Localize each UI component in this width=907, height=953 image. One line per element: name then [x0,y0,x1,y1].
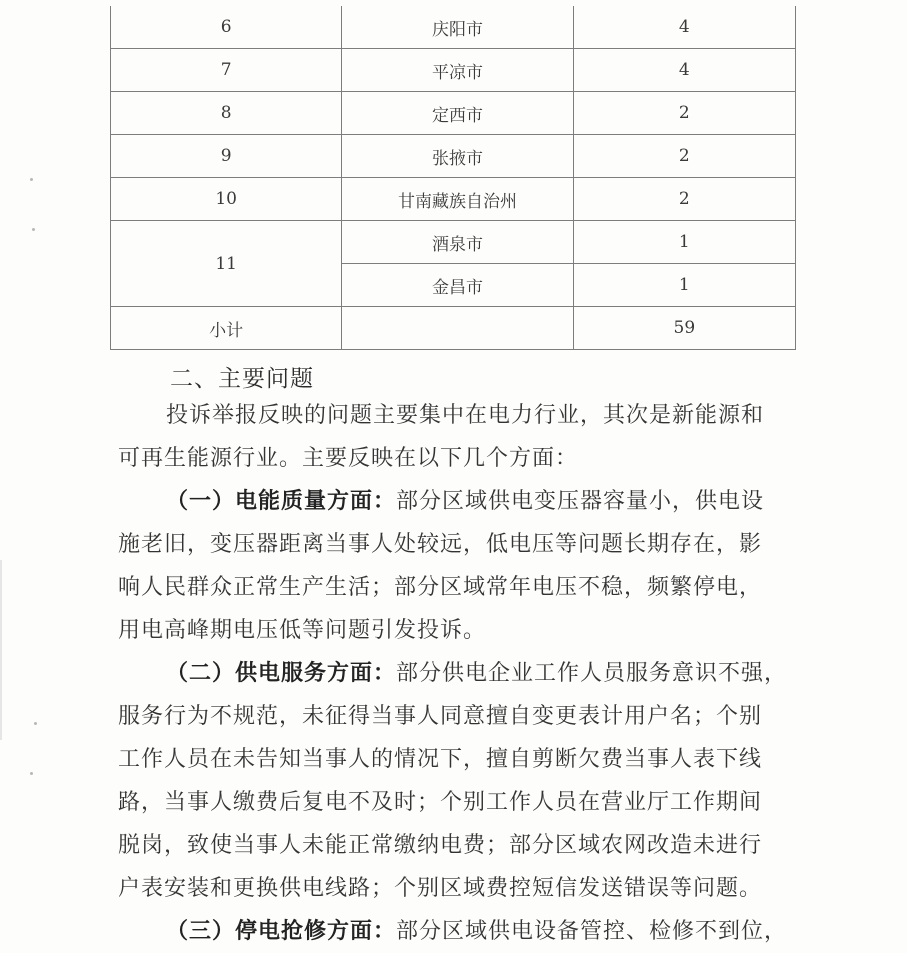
scan-speck [30,772,33,775]
subtotal-count: 59 [573,307,795,350]
row-city: 平凉市 [342,49,573,92]
text-line: 工作人员在未告知当事人的情况下，擅自剪断欠费当事人表下线 [118,747,763,772]
row-count: 1 [573,264,795,307]
subtotal-row [111,307,796,350]
text-line: 路，当事人缴费后复电不及时；个别工作人员在营业厅工作期间 [118,790,763,815]
section-heading: 二、主要问题 [170,366,314,392]
table-row [111,221,796,264]
text-line [118,480,808,523]
row-number: 11 [111,221,342,307]
item-voltage-quality [118,480,808,652]
text-line: 用电高峰期电压低等问题引发投诉。 [118,618,487,643]
text-line: 响人民群众正常生产生活；部分区域常年电压不稳，频繁停电， [118,575,763,600]
row-city: 张掖市 [342,135,573,178]
row-city: 定西市 [342,92,573,135]
item-power-service [118,652,808,910]
scan-speck [34,722,37,725]
row-city: 庆阳市 [342,6,573,49]
row-number: 8 [111,92,342,135]
row-count: 2 [573,135,795,178]
item-outage-repair [118,910,808,953]
item-title: （二）供电服务方面： [166,660,397,686]
table-row [111,92,796,135]
text-line [118,910,808,953]
scan-edge-shadow [0,560,2,740]
table-row [111,135,796,178]
row-city: 金昌市 [342,264,573,307]
text-line: 服务行为不规范，未征得当事人同意擅自变更表计用户名；个别 [118,704,763,729]
row-number: 9 [111,135,342,178]
subtotal-label: 小计 [111,307,342,350]
text-line: 可再生能源行业。主要反映在以下几个方面： [118,446,579,471]
intro-paragraph [118,394,808,480]
table-row [111,6,796,49]
item-text: 部分区域供电设备管控、检修不到位， [396,919,788,944]
row-city: 甘南藏族自治州 [342,178,573,221]
scan-speck [30,178,33,181]
table-row [111,49,796,92]
subtotal-empty [342,307,573,350]
row-number: 7 [111,49,342,92]
table-row [111,178,796,221]
item-text: 部分区域供电变压器容量小，供电设 [396,489,765,514]
row-count: 1 [573,221,795,264]
text-line: 脱岗，致使当事人未能正常缴纳电费；部分区域农网改造未进行 [118,833,763,858]
text-line: 投诉举报反映的问题主要集中在电力行业，其次是新能源和 [166,403,765,428]
row-number: 10 [111,178,342,221]
row-count: 2 [573,92,795,135]
row-count: 4 [573,6,795,49]
text-line [118,652,808,695]
text-line: 户表安装和更换供电线路；个别区域费控短信发送错误等问题。 [118,876,763,901]
row-city: 酒泉市 [342,221,573,264]
item-title: （一）电能质量方面： [166,488,397,514]
scan-speck [32,228,35,231]
complaint-stats-table [110,6,796,350]
text-line: 施老旧，变压器距离当事人处较远，低电压等问题长期存在，影 [118,532,763,557]
row-count: 4 [573,49,795,92]
item-title: （三）停电抢修方面： [166,918,397,944]
row-number: 6 [111,6,342,49]
row-count: 2 [573,178,795,221]
item-text: 部分供电企业工作人员服务意识不强， [396,661,788,686]
